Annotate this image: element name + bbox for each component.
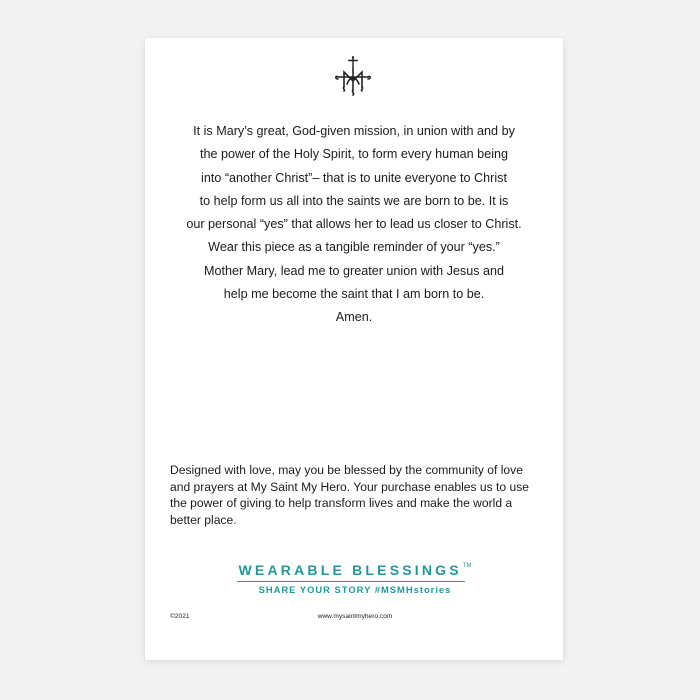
trademark-mark: TM xyxy=(462,563,472,569)
brand-tagline: SHARE YOUR STORY #MSMHstories xyxy=(258,584,452,595)
prayer-line: help me become the saint that I am born to be. xyxy=(223,287,485,302)
prayer-line: into “another Christ”– that is to unite everyone to Christ xyxy=(201,170,507,185)
closing-line: and prayers at My Saint My Hero. Your purchase enables us to use xyxy=(170,479,529,494)
closing-message xyxy=(170,462,540,528)
prayer-card xyxy=(145,38,563,660)
brand-underline xyxy=(237,581,465,582)
prayer-line: our personal “yes” that allows her to lead us closer to Christ. xyxy=(186,217,522,232)
brand-wordmark xyxy=(235,562,475,578)
prayer-line: the power of the Holy Spirit, to form every human being xyxy=(200,147,508,162)
prayer-line: to help form us all into the saints we are born to be. It is xyxy=(199,193,509,208)
copyright-notice: ©2021 xyxy=(170,613,190,620)
prayer-line: Wear this piece as a tangible reminder of your “yes.” xyxy=(208,240,500,255)
prayer-line: Mother Mary, lead me to greater union with Jesus and xyxy=(203,263,505,278)
prayer-line: It is Mary’s great, God-given mission, in union with and by xyxy=(193,124,515,138)
closing-line: Designed with love, may you be blessed by the community of love xyxy=(170,463,523,477)
prayer-amen: Amen. xyxy=(335,310,373,325)
closing-line: better place. xyxy=(170,512,237,527)
closing-line: the power of giving to help transform lives and make the world a xyxy=(170,496,513,510)
prayer-text xyxy=(165,120,543,330)
marian-monogram-icon xyxy=(332,56,374,96)
website-text: www.mysaintmyhero.com xyxy=(317,613,393,620)
brand-name: WEARABLE BLESSINGS xyxy=(238,562,462,578)
